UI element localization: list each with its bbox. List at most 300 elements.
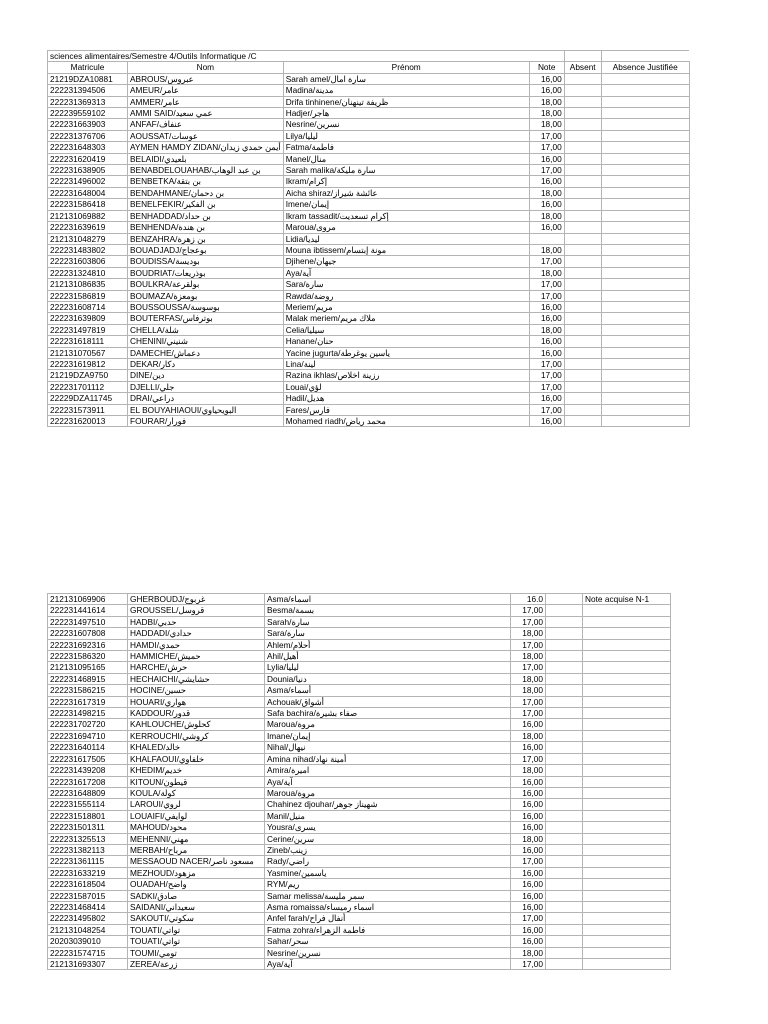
prenom-cell: Malak meriem/ملاك مريم: [283, 313, 529, 324]
nom-cell: BOUDRIAT/بوذريعات: [128, 267, 284, 278]
prenom-cell: Imane/إيمان: [265, 730, 511, 741]
table-row: [48, 210, 690, 221]
nom-cell: HAMDI/حمدي: [128, 639, 265, 650]
matricule-cell: 222231369313: [48, 96, 128, 107]
prenom-cell: Meriem/مريم: [283, 301, 529, 312]
absent-cell: [546, 765, 583, 776]
table-row: [48, 673, 671, 684]
header-row: [48, 62, 690, 73]
table-row: [48, 856, 671, 867]
absence-justifiee-cell: [583, 947, 671, 958]
table-row: [48, 301, 690, 312]
nom-cell: BENBETKA/بن بتقة: [128, 176, 284, 187]
absence-justifiee-cell: [601, 153, 689, 164]
prenom-cell: Hanane/حنان: [283, 336, 529, 347]
table-row: [48, 267, 690, 278]
table-row: [48, 776, 671, 787]
absent-cell: [564, 222, 601, 233]
header-prenom: Prénom: [283, 62, 529, 73]
nom-cell: GROUSSEL/قروسل: [128, 605, 265, 616]
matricule-cell: 222231468414: [48, 901, 128, 912]
note-cell: 16,00: [529, 301, 564, 312]
prenom-cell: Lilya/ليليا: [283, 130, 529, 141]
prenom-cell: Asma/اسماء: [265, 594, 511, 605]
absence-justifiee-cell: [601, 358, 689, 369]
matricule-cell: 212131693307: [48, 959, 128, 970]
nom-cell: TOUATI/تواتي: [128, 924, 265, 935]
nom-cell: KHALED/خالد: [128, 742, 265, 753]
note-cell: 18,00: [511, 947, 546, 958]
prenom-cell: Mouna ibtissem/مونة إبتسام: [283, 244, 529, 255]
absent-cell: [564, 199, 601, 210]
absent-cell: [546, 890, 583, 901]
nom-cell: FOURAR/فورار: [128, 416, 284, 427]
absence-justifiee-cell: [583, 696, 671, 707]
prenom-cell: Sarah malika/سارة مليكة: [283, 165, 529, 176]
absence-justifiee-cell: [601, 73, 689, 84]
note-cell: 17,00: [529, 358, 564, 369]
nom-cell: CHENINI/شنيني: [128, 336, 284, 347]
nom-cell: BENHADDAD/بن حداد: [128, 210, 284, 221]
table-row: [48, 719, 671, 730]
prenom-cell: Safa bachira/صفاء بشيرة: [265, 708, 511, 719]
absent-cell: [564, 416, 601, 427]
absent-cell: [564, 370, 601, 381]
note-cell: 16,00: [529, 416, 564, 427]
note-cell: 16,00: [511, 901, 546, 912]
nom-cell: AMMER/عامر: [128, 96, 284, 107]
matricule-cell: 222231586215: [48, 685, 128, 696]
table-row: [48, 844, 671, 855]
note-cell: 18,00: [529, 108, 564, 119]
matricule-cell: 222231394506: [48, 85, 128, 96]
prenom-cell: Cerine/سرين: [265, 833, 511, 844]
note-cell: [529, 233, 564, 244]
matricule-cell: 222231618111: [48, 336, 128, 347]
prenom-cell: Lina/لينة: [283, 358, 529, 369]
prenom-cell: Celia/سيليا: [283, 324, 529, 335]
nom-cell: KITOUN/قيطون: [128, 776, 265, 787]
absence-justifiee-cell: [583, 753, 671, 764]
nom-cell: BOUSSOUSSA/بوسوسة: [128, 301, 284, 312]
absent-cell: [564, 153, 601, 164]
nom-cell: LAROUI/لروي: [128, 799, 265, 810]
note-cell: 16,00: [511, 844, 546, 855]
table-row: [48, 233, 690, 244]
note-cell: 16,00: [511, 776, 546, 787]
note-cell: 17,00: [511, 856, 546, 867]
nom-cell: HAMMICHE/حميش: [128, 651, 265, 662]
absence-justifiee-cell: [583, 959, 671, 970]
absent-cell: [546, 605, 583, 616]
absent-cell: [546, 594, 583, 605]
matricule-cell: 212131070567: [48, 347, 128, 358]
note-cell: 18,00: [529, 244, 564, 255]
table-row: [48, 222, 690, 233]
nom-cell: TOUATI/تواتي: [128, 936, 265, 947]
absent-cell: [564, 301, 601, 312]
matricule-cell: 222231620013: [48, 416, 128, 427]
absent-cell: [564, 256, 601, 267]
prenom-cell: Anfel farah/أنفال فراح: [265, 913, 511, 924]
nom-cell: AOUSSAT/عوسات: [128, 130, 284, 141]
note-cell: 17,00: [511, 605, 546, 616]
nom-cell: LOUAIFI/لوايفي: [128, 810, 265, 821]
nom-cell: KHALFAOUI/خلفاوي: [128, 753, 265, 764]
prenom-cell: Rady/راضي: [265, 856, 511, 867]
nom-cell: MESSAOUD NACER/مسعود ناصر: [128, 856, 265, 867]
absence-justifiee-cell: [583, 673, 671, 684]
table-row: [48, 393, 690, 404]
prenom-cell: Yacine jugurta/ياسين يوغرطة: [283, 347, 529, 358]
table-row: [48, 628, 671, 639]
absence-justifiee-cell: [601, 324, 689, 335]
absence-justifiee-cell: [601, 142, 689, 153]
nom-cell: MEHENNI/مهني: [128, 833, 265, 844]
prenom-cell: Ahlem/أحلام: [265, 639, 511, 650]
prenom-cell: Amina nihad/أمينة نهاد: [265, 753, 511, 764]
grades-table-page-2: [47, 593, 671, 970]
absent-cell: [546, 708, 583, 719]
matricule-cell: 222231648004: [48, 187, 128, 198]
matricule-cell: 222231608714: [48, 301, 128, 312]
nom-cell: BENHENDA/بن هندة: [128, 222, 284, 233]
prenom-cell: Aya/آية: [283, 267, 529, 278]
matricule-cell: 212131095165: [48, 662, 128, 673]
matricule-cell: 222231586320: [48, 651, 128, 662]
absence-justifiee-cell: [583, 901, 671, 912]
matricule-cell: 222231376706: [48, 130, 128, 141]
prenom-cell: Fares/فارس: [283, 404, 529, 415]
matricule-cell: 222231555114: [48, 799, 128, 810]
note-cell: 18,00: [511, 651, 546, 662]
nom-cell: ABROUS/عبروس: [128, 73, 284, 84]
absence-justifiee-cell: [583, 924, 671, 935]
matricule-cell: 222231495802: [48, 913, 128, 924]
absent-cell: [546, 685, 583, 696]
note-cell: 18,00: [529, 267, 564, 278]
absent-cell: [546, 901, 583, 912]
matricule-cell: 222231640114: [48, 742, 128, 753]
note-cell: 16,00: [529, 199, 564, 210]
prenom-cell: Ikram tassadit/إكرام تسعديت: [283, 210, 529, 221]
absent-cell: [564, 313, 601, 324]
matricule-cell: 222231618504: [48, 879, 128, 890]
table-row: [48, 313, 690, 324]
absence-justifiee-cell: [583, 605, 671, 616]
prenom-cell: Mohamed riadh/محمد رياض: [283, 416, 529, 427]
table-row: [48, 730, 671, 741]
matricule-cell: 222231325513: [48, 833, 128, 844]
nom-cell: GHERBOUDJ/غربوج: [128, 594, 265, 605]
absence-justifiee-cell: [583, 856, 671, 867]
matricule-cell: 222231497819: [48, 324, 128, 335]
nom-cell: DRAI/دراعي: [128, 393, 284, 404]
note-cell: 17,00: [511, 696, 546, 707]
note-cell: 17,00: [529, 256, 564, 267]
table-row: [48, 244, 690, 255]
note-cell: 17,00: [529, 404, 564, 415]
absent-cell: [546, 730, 583, 741]
note-cell: 18,00: [529, 119, 564, 130]
table-row: [48, 119, 690, 130]
matricule-cell: 222231619812: [48, 358, 128, 369]
absent-cell: [564, 279, 601, 290]
matricule-cell: 222231620419: [48, 153, 128, 164]
table-row: [48, 404, 690, 415]
absent-cell: [546, 662, 583, 673]
absence-justifiee-cell: [583, 651, 671, 662]
note-cell: 16,00: [511, 719, 546, 730]
note-cell: 17,00: [529, 381, 564, 392]
note-cell: 17,00: [511, 753, 546, 764]
nom-cell: BOULKRA/بولقرعة: [128, 279, 284, 290]
note-cell: 18,00: [511, 730, 546, 741]
absent-cell: [564, 210, 601, 221]
nom-cell: DJELLI/جلي: [128, 381, 284, 392]
prenom-cell: Amira/اميرة: [265, 765, 511, 776]
absence-justifiee-cell: [583, 708, 671, 719]
table-row: [48, 765, 671, 776]
absent-cell: [546, 799, 583, 810]
table-row: [48, 324, 690, 335]
absence-justifiee-cell: [601, 199, 689, 210]
absence-justifiee-cell: [583, 616, 671, 627]
absent-cell: [564, 73, 601, 84]
table-row: [48, 96, 690, 107]
nom-cell: EL BOUYAHIAOUI/البويحياوي: [128, 404, 284, 415]
nom-cell: HECHAICHI/حشايشي: [128, 673, 265, 684]
absent-cell: [546, 776, 583, 787]
absence-justifiee-cell: [601, 222, 689, 233]
absent-cell: [564, 176, 601, 187]
sheet-title-row: [48, 51, 690, 62]
absence-justifiee-cell: [601, 130, 689, 141]
table-row: [48, 696, 671, 707]
absent-cell: [546, 822, 583, 833]
table-row: [48, 165, 690, 176]
prenom-cell: Djihene/جيهان: [283, 256, 529, 267]
absent-cell: [546, 753, 583, 764]
matricule-cell: 222231638905: [48, 165, 128, 176]
prenom-cell: Sarah amel/سارة امال: [283, 73, 529, 84]
table-row: [48, 924, 671, 935]
absent-cell: [546, 959, 583, 970]
table-row: [48, 256, 690, 267]
absence-justifiee-cell: [601, 370, 689, 381]
header-absent: Absent: [564, 62, 601, 73]
prenom-cell: Maroua/مروة: [265, 719, 511, 730]
table-row: [48, 879, 671, 890]
matricule-cell: 222231663903: [48, 119, 128, 130]
matricule-cell: 222231574715: [48, 947, 128, 958]
absence-justifiee-cell: [601, 267, 689, 278]
note-cell: 18,00: [529, 187, 564, 198]
prenom-cell: Razina ikhlas/رزينة اخلاص: [283, 370, 529, 381]
matricule-cell: 222231702720: [48, 719, 128, 730]
absence-justifiee-cell: [583, 662, 671, 673]
note-cell: 17,00: [529, 165, 564, 176]
absence-justifiee-cell: [601, 96, 689, 107]
nom-cell: HOCINE/حسين: [128, 685, 265, 696]
table-row: [48, 199, 690, 210]
table-row: [48, 753, 671, 764]
table-row: [48, 381, 690, 392]
note-cell: 16,00: [511, 924, 546, 935]
note-cell: 16,00: [511, 799, 546, 810]
table-row: [48, 85, 690, 96]
prenom-cell: Ahil/أهيل: [265, 651, 511, 662]
table-row: [48, 153, 690, 164]
table-row: [48, 708, 671, 719]
table-row: [48, 605, 671, 616]
note-cell: 18,00: [529, 210, 564, 221]
absence-justifiee-cell: [601, 404, 689, 415]
absent-cell: [564, 404, 601, 415]
matricule-cell: 222231617505: [48, 753, 128, 764]
matricule-cell: 222231324810: [48, 267, 128, 278]
note-cell: 17,00: [511, 662, 546, 673]
nom-cell: BENDAHMANE/بن دحمان: [128, 187, 284, 198]
matricule-cell: 222231617208: [48, 776, 128, 787]
matricule-cell: 212131048279: [48, 233, 128, 244]
nom-cell: DAMECHE/دعماش: [128, 347, 284, 358]
nom-cell: BOUTERFAS/بوترفاس: [128, 313, 284, 324]
absence-justifiee-cell: [583, 799, 671, 810]
table-row: [48, 913, 671, 924]
absence-justifiee-cell: [601, 279, 689, 290]
note-cell: 17,00: [529, 130, 564, 141]
note-cell: 16,00: [511, 890, 546, 901]
note-cell: 18,00: [529, 324, 564, 335]
matricule-cell: 222231498215: [48, 708, 128, 719]
prenom-cell: Madina/مدينة: [283, 85, 529, 96]
matricule-cell: 222231573911: [48, 404, 128, 415]
matricule-cell: 212131069906: [48, 594, 128, 605]
absent-cell: [546, 719, 583, 730]
absence-justifiee-cell: [583, 787, 671, 798]
absent-cell: [546, 924, 583, 935]
prenom-cell: Maroua/مروة: [265, 787, 511, 798]
grades-table-page-1: [47, 50, 690, 427]
prenom-cell: Aya/آية: [265, 959, 511, 970]
nom-cell: TOUMI/تومي: [128, 947, 265, 958]
table-row: [48, 336, 690, 347]
table-row: [48, 947, 671, 958]
note-cell: 18,00: [529, 96, 564, 107]
absence-justifiee-cell: [601, 233, 689, 244]
nom-cell: KADDOUR/قدور: [128, 708, 265, 719]
note-cell: 16,00: [511, 787, 546, 798]
table-row: [48, 901, 671, 912]
absence-justifiee-cell: [583, 776, 671, 787]
prenom-cell: Asma romaissa/اسماء رميساء: [265, 901, 511, 912]
prenom-cell: Manil/منيل: [265, 810, 511, 821]
prenom-cell: Imene/إيمان: [283, 199, 529, 210]
nom-cell: BENABDELOUAHAB/بن عبد الوهاب: [128, 165, 284, 176]
matricule-cell: 222231701112: [48, 381, 128, 392]
prenom-cell: Dounia/دنيا: [265, 673, 511, 684]
nom-cell: BENZAHRA/بن زهرة: [128, 233, 284, 244]
absence-justifiee-cell: [583, 890, 671, 901]
nom-cell: AYMEN HAMDY ZIDAN/أيمن حمدي زيدان: [128, 142, 284, 153]
prenom-cell: Rawda/روضة: [283, 290, 529, 301]
nom-cell: CHELLA/شلة: [128, 324, 284, 335]
absence-justifiee-cell: [583, 765, 671, 776]
matricule-cell: 222231617319: [48, 696, 128, 707]
table-row: [48, 822, 671, 833]
matricule-cell: 21219DZA9750: [48, 370, 128, 381]
table-row: [48, 662, 671, 673]
prenom-cell: Ikram/إكرام: [283, 176, 529, 187]
absent-cell: [564, 187, 601, 198]
prenom-cell: Nesrine/نسرين: [265, 947, 511, 958]
absent-cell: [546, 696, 583, 707]
nom-cell: AMMI SAID/عمي سعيد: [128, 108, 284, 119]
prenom-cell: Yousra/يسرى: [265, 822, 511, 833]
absent-cell: [546, 913, 583, 924]
absence-justifiee-cell: [601, 256, 689, 267]
table-row: [48, 799, 671, 810]
absent-cell: [546, 844, 583, 855]
matricule-cell: 222231692316: [48, 639, 128, 650]
nom-cell: MEZHOUD/مزهود: [128, 867, 265, 878]
note-cell: 17,00: [511, 913, 546, 924]
matricule-cell: 222231586819: [48, 290, 128, 301]
nom-cell: DINE/دين: [128, 370, 284, 381]
header-absence-justifiee: Absence Justifiée: [601, 62, 689, 73]
nom-cell: BENELFEKIR/بن الفكير: [128, 199, 284, 210]
nom-cell: ZEREA/زرعة: [128, 959, 265, 970]
table-row: [48, 651, 671, 662]
table-row: [48, 787, 671, 798]
absent-cell: [564, 142, 601, 153]
prenom-cell: Aicha shiraz/عائشة شيراز: [283, 187, 529, 198]
absence-justifiee-cell: [583, 822, 671, 833]
matricule-cell: 222231603806: [48, 256, 128, 267]
absent-cell: [546, 742, 583, 753]
absence-justifiee-cell: Note acquise N-1: [583, 594, 671, 605]
nom-cell: BELAIDI/بلعيدي: [128, 153, 284, 164]
absent-cell: [564, 165, 601, 176]
absent-cell: [546, 833, 583, 844]
nom-cell: KAHLOUCHE/كحلوش: [128, 719, 265, 730]
absent-cell: [564, 119, 601, 130]
matricule-cell: 222231496002: [48, 176, 128, 187]
absent-cell: [546, 856, 583, 867]
prenom-cell: Sara/سارة: [265, 628, 511, 639]
prenom-cell: Besma/بسمة: [265, 605, 511, 616]
table-row: [48, 890, 671, 901]
absence-justifiee-cell: [583, 936, 671, 947]
absence-justifiee-cell: [583, 719, 671, 730]
matricule-cell: 21219DZA10881: [48, 73, 128, 84]
matricule-cell: 20203039010: [48, 936, 128, 947]
absence-justifiee-cell: [583, 867, 671, 878]
note-cell: 17,00: [511, 708, 546, 719]
absence-justifiee-cell: [601, 176, 689, 187]
absent-cell: [564, 85, 601, 96]
nom-cell: HOUARI/هواري: [128, 696, 265, 707]
prenom-cell: Sahar/سحر: [265, 936, 511, 947]
prenom-cell: Samar melissa/سمر مليسة: [265, 890, 511, 901]
matricule-cell: 222231483802: [48, 244, 128, 255]
note-cell: 16,00: [529, 176, 564, 187]
absence-justifiee-cell: [583, 742, 671, 753]
absence-justifiee-cell: [583, 844, 671, 855]
note-cell: 16,00: [511, 810, 546, 821]
absent-cell: [564, 290, 601, 301]
